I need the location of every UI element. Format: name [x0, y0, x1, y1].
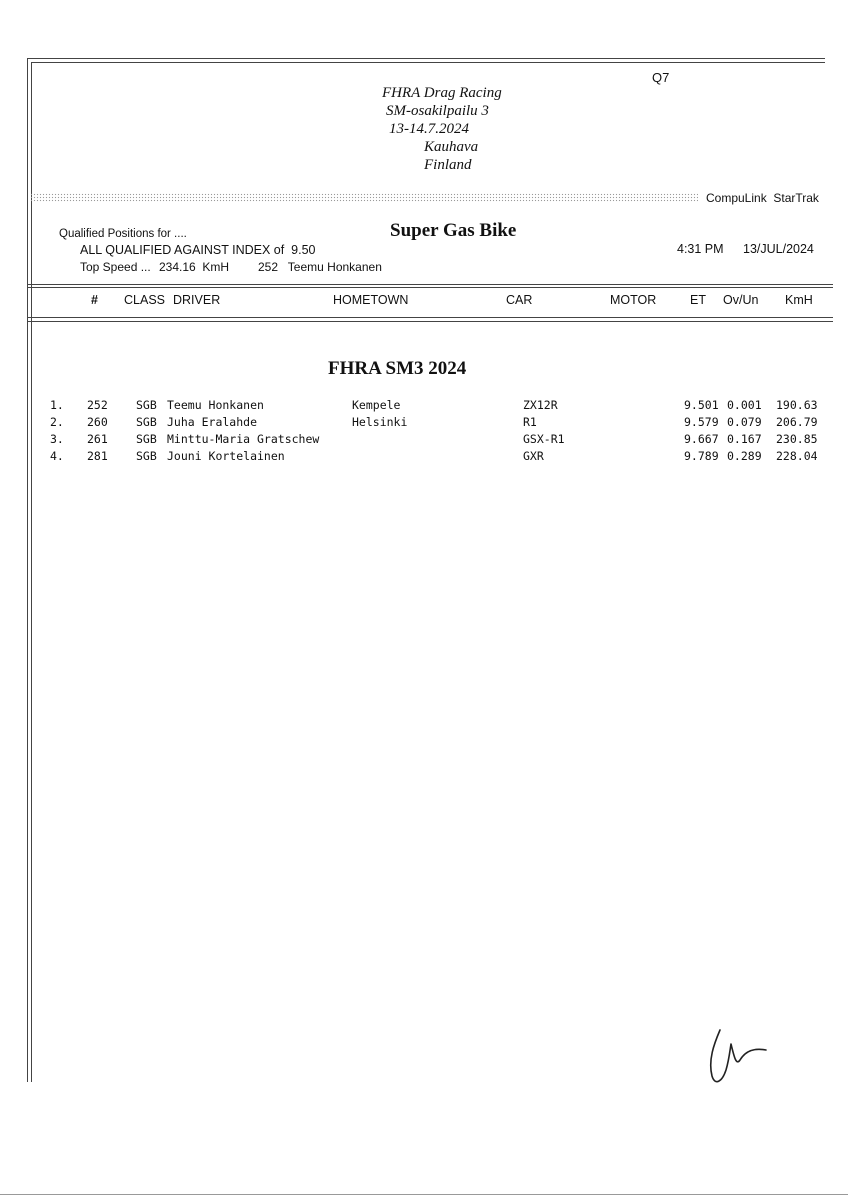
- col-et: ET: [690, 293, 706, 307]
- event-dates: 13-14.7.2024: [389, 121, 469, 137]
- row-position: 1.: [50, 398, 64, 412]
- row-position: 3.: [50, 432, 64, 446]
- row-car: GSX-R1: [523, 432, 565, 446]
- table-row: [0, 415, 848, 432]
- report-date: 13/JUL/2024: [743, 242, 814, 256]
- row-et: 9.667: [684, 432, 719, 446]
- top-speed-label: Top Speed ...: [80, 260, 151, 274]
- row-number: 281: [87, 449, 108, 463]
- row-car: ZX12R: [523, 398, 558, 412]
- row-class: SGB: [136, 415, 157, 429]
- row-hometown: Kempele: [352, 398, 401, 412]
- header-rule-top-b: [27, 287, 833, 288]
- row-driver: Teemu Honkanen: [167, 398, 264, 412]
- col-ovun: Ov/Un: [723, 293, 759, 307]
- row-driver: Juha Eralahde: [167, 415, 258, 429]
- header-rule-top-a: [27, 284, 833, 285]
- row-kmh: 230.85: [776, 432, 818, 446]
- row-number: 252: [87, 398, 108, 412]
- table-row: [0, 398, 848, 415]
- col-hometown: HOMETOWN: [333, 293, 409, 307]
- row-kmh: 190.63: [776, 398, 818, 412]
- left-border-outer: [27, 58, 28, 1082]
- header-rule-bottom-b: [27, 321, 833, 322]
- left-border-inner: [31, 62, 32, 1082]
- row-et: 9.579: [684, 415, 719, 429]
- row-et: 9.501: [684, 398, 719, 412]
- row-driver: Minttu-Maria Gratschew: [167, 432, 320, 446]
- signature: [700, 1020, 790, 1100]
- dotted-separator: [30, 193, 698, 202]
- col-driver: DRIVER: [173, 293, 221, 307]
- top-border-inner: [31, 62, 825, 63]
- page-bottom-rule: [0, 1194, 848, 1195]
- table-row: [0, 449, 848, 466]
- col-class: CLASS: [124, 293, 165, 307]
- col-car: CAR: [506, 293, 533, 307]
- top-border-outer: [27, 58, 825, 59]
- row-class: SGB: [136, 398, 157, 412]
- header-rule-bottom-a: [27, 317, 833, 318]
- system-name: CompuLink StarTrak: [706, 191, 819, 205]
- row-class: SGB: [136, 449, 157, 463]
- row-number: 261: [87, 432, 108, 446]
- row-ovun: 0.167: [727, 432, 762, 446]
- row-hometown: Helsinki: [352, 415, 408, 429]
- row-kmh: 228.04: [776, 449, 818, 463]
- row-number: 260: [87, 415, 108, 429]
- col-kmh: KmH: [785, 293, 813, 307]
- event-subtitle: SM-osakilpailu 3: [386, 103, 489, 119]
- row-position: 4.: [50, 449, 64, 463]
- section-title: FHRA SM3 2024: [328, 358, 467, 379]
- col-motor: MOTOR: [610, 293, 657, 307]
- row-car: GXR: [523, 449, 544, 463]
- row-ovun: 0.079: [727, 415, 762, 429]
- class-title: Super Gas Bike: [390, 220, 517, 241]
- event-title: FHRA Drag Racing: [382, 85, 502, 101]
- row-kmh: 206.79: [776, 415, 818, 429]
- row-et: 9.789: [684, 449, 719, 463]
- event-header: [360, 84, 560, 174]
- row-driver: Jouni Kortelainen: [167, 449, 285, 463]
- top-speed-entry: 252 Teemu Honkanen: [258, 260, 382, 274]
- qualified-label: Qualified Positions for ....: [59, 228, 187, 240]
- table-row: [0, 432, 848, 449]
- row-car: R1: [523, 415, 537, 429]
- sheet-code: Q7: [652, 70, 670, 85]
- top-speed-value: 234.16 KmH: [159, 260, 230, 274]
- row-ovun: 0.001: [727, 398, 762, 412]
- index-line: ALL QUALIFIED AGAINST INDEX of 9.50: [80, 243, 316, 257]
- row-ovun: 0.289: [727, 449, 762, 463]
- event-country: Finland: [424, 157, 472, 173]
- col-num: #: [91, 293, 98, 307]
- row-class: SGB: [136, 432, 157, 446]
- event-city: Kauhava: [424, 139, 479, 155]
- report-time: 4:31 PM: [677, 242, 724, 256]
- row-position: 2.: [50, 415, 64, 429]
